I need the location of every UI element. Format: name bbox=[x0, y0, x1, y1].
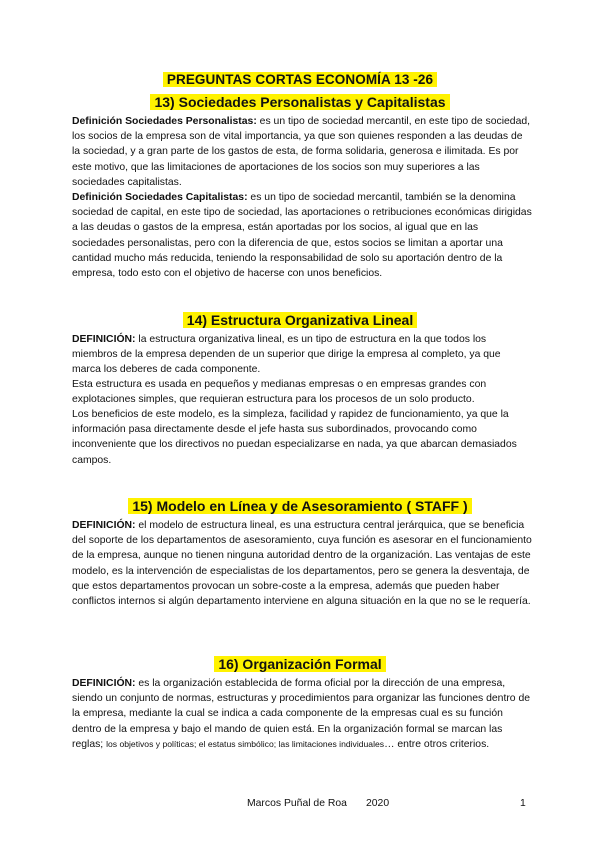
section-13-label-personalistas: Definición Sociedades Personalistas: bbox=[72, 116, 257, 127]
section-16-label: DEFINICIÓN: bbox=[72, 678, 136, 689]
section-13-label-capitalistas: Definición Sociedades Capitalistas: bbox=[72, 192, 248, 203]
section-14-paragraph-usage: Esta estructura es usada en pequeños y medianas empresas o en empresas grandes con explotaciones simples, que requieran estructura para los procesos de un solo producto. bbox=[72, 379, 487, 406]
document-title-text: PREGUNTAS CORTAS ECONOMÍA 13 -26 bbox=[163, 72, 437, 87]
section-13-title-text: 13) Sociedades Personalistas y Capitalistas bbox=[150, 94, 449, 110]
section-15-text: el modelo de estructura lineal, es una estructura central jerárquica, que se beneficia del soporte de los departamentos de asesoramiento, cuya función es asesorar en el funcionamiento de la empresa, aunque no tienen ninguna autoridad dentro de la organización. Las ventajas de este modelo, es la intervención de especialistas de los departamentos, pero se genera la desventaja, de que estos departamentos provocan un sobre-coste a la empresa, además que pueden haber conflictos internos si algún departamento interviene en alguna situación en la que no se le requería. bbox=[72, 520, 532, 608]
section-16-text: es la organización establecida de forma oficial por la dirección de una empresa, siendo un conjunto de normas, estructuras y procedimientos para organizar las funciones dentro de la empresa, mediante la cual se indica a cada componente de la empresas cual es su función dentro de la empresa y bajo el mando de quien está. En la organización formal se marcan las reglas; bbox=[72, 678, 531, 750]
section-16-tail-text: … entre otros criterios. bbox=[384, 738, 490, 750]
section-14-label: DEFINICIÓN: bbox=[72, 334, 136, 345]
section-13-text-capitalistas: es un tipo de sociedad mercantil, también se la denomina sociedad de capital, en este tipo de sociedad, las aportaciones o retribuciones económicas dirigidas a las deudas o gastos de la empresa, están aportadas por los socios, al igual que en las sociedades personalistas, pero con la diferencia de que, estos socios se limitan a aportar una cantidad mucho más reducida, teniendo la responsabilidad de solo su aportación dentro de la empresa, todo esto con el objetivo de hacerse con unos beneficios. bbox=[72, 192, 532, 280]
section-16-title-text: 16) Organización Formal bbox=[214, 656, 385, 672]
footer-page-number: 1 bbox=[520, 798, 526, 809]
section-13-title bbox=[0, 94, 600, 110]
section-14-title bbox=[0, 312, 600, 328]
section-14-definition bbox=[72, 332, 532, 378]
footer-year: 2020 bbox=[366, 798, 390, 809]
section-15-label: DEFINICIÓN: bbox=[72, 520, 136, 531]
section-13-text-personalistas: es un tipo de sociedad mercantil, en este tipo de sociedad, los socios de la empresa son de vital importancia, ya que son quienes responden a las deudas de la sociedad, y a gran parte de los gastos de esta, de forma solidaria, generosa e ilimitada. Es por este motivo, que las limitaciones de aportaciones de los socios son muy superiores a las sociedades capitalistas. bbox=[72, 116, 531, 188]
section-15-title bbox=[0, 498, 600, 514]
section-13-paragraph-personalistas bbox=[72, 114, 532, 190]
section-16-definition bbox=[72, 676, 532, 752]
footer-author: Marcos Puñal de Roa bbox=[247, 798, 347, 809]
section-13-paragraph-capitalistas bbox=[72, 190, 532, 281]
section-16-small-text: los objetivos y políticas; el estatus simbólico; las limitaciones individuales bbox=[106, 738, 385, 749]
section-14-title-text: 14) Estructura Organizativa Lineal bbox=[183, 312, 417, 328]
section-14-text: la estructura organizativa lineal, es un tipo de estructura en la que todos los miembros de la empresa dependen de un superior que dirige la empresa al completo, ya que marca los deberes de cada componente. bbox=[72, 334, 501, 376]
section-15-title-text: 15) Modelo en Línea y de Asesoramiento ( STAFF ) bbox=[128, 498, 471, 514]
section-16-title bbox=[0, 656, 600, 672]
document-title bbox=[0, 72, 600, 87]
section-14-paragraph-benefits: Los beneficios de este modelo, es la simpleza, facilidad y rapidez de funcionamiento, ya que la información pasa directamente desde el jefe hasta sus subordinados, provocando como inconveniente que los directivos no puedan especializarse en nada, ya que abarcan demasiados campos. bbox=[72, 409, 517, 466]
section-15-definition bbox=[72, 518, 532, 609]
